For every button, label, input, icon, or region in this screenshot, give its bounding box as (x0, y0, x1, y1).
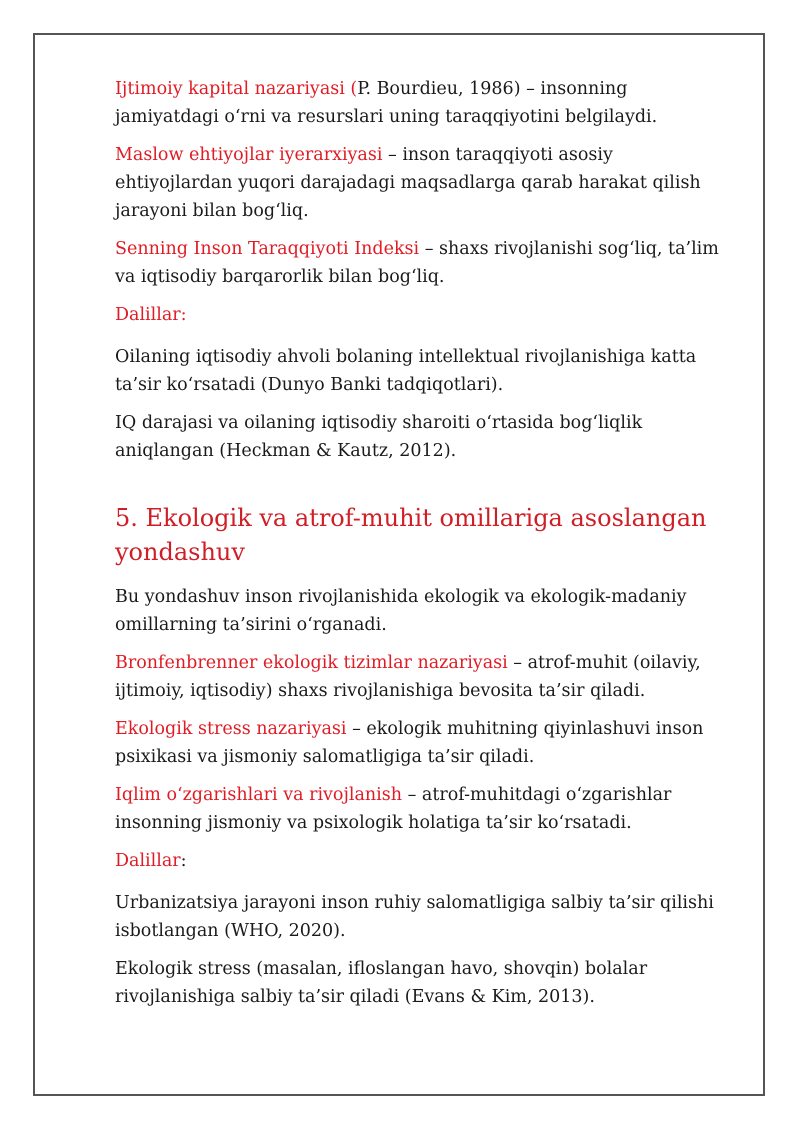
theory-paragraph-hdi (115, 235, 735, 291)
theory-paragraph-climate (115, 781, 735, 837)
evidence-item: Urbanizatsiya jarayoni inson ruhiy salomatligiga salbiy ta’sir qilishi isbotlangan (WHO, 2020). (115, 893, 714, 941)
theory-description: – inson taraqqiyoti asosiy ehtiyojlardan yuqori darajadagi maqsadlarga qarab harakat qilish jarayoni bilan bog‘liq. (115, 145, 701, 221)
theory-paragraph-social-capital (115, 75, 735, 131)
theory-term: Ijtimoiy kapital nazariyasi ( (115, 79, 358, 99)
theory-paragraph-maslow (115, 141, 735, 225)
theory-description: P. Bourdieu, 1986) – insonning jamiyatdagi o‘rni va resurslari uning taraqqiyotini belgilaydi. (115, 79, 658, 127)
evidence-item: IQ darajasi va oilaning iqtisodiy sharoiti o‘rtasida bog‘liqlik aniqlangan (Heckman & Kautz, 2012). (115, 413, 643, 461)
theory-term: Senning Inson Taraqqiyoti Indeksi (115, 239, 420, 259)
section-heading: 5. Ekologik va atrof-muhit omillariga asoslangan yondashuv (115, 504, 707, 566)
theory-description: – atrof-muhit (oilaviy, ijtimoiy, iqtisodiy) shaxs rivojlanishiga bevosita ta’sir qiladi. (115, 653, 701, 701)
evidence-item: Oilaning iqtisodiy ahvoli bolaning intellektual rivojlanishiga katta ta’sir ko‘rsatadi (Dunyo Banki tadqiqotlari). (115, 347, 697, 395)
evidence-label (115, 847, 735, 875)
theory-term: Ekologik stress nazariyasi (115, 719, 347, 739)
section-intro: Bu yondashuv inson rivojlanishida ekologik va ekologik-madaniy omillarning ta’sirini o‘rganadi. (115, 587, 687, 635)
theory-description: – atrof-muhitdagi o‘zgarishlar insonning jismoniy va psixologik holatiga ta’sir ko‘rsatadi. (115, 785, 672, 833)
evidence-label: Dalillar: (115, 305, 187, 325)
document-body (115, 75, 735, 1021)
theory-paragraph-bronfenbrenner (115, 649, 735, 705)
theory-description: – ekologik muhitning qiyinlashuvi inson psixikasi va jismoniy salomatligiga ta’sir qiladi. (115, 719, 704, 767)
evidence-label-term: Dalillar (115, 851, 181, 871)
theory-paragraph-eco-stress (115, 715, 735, 771)
theory-description: – shaxs rivojlanishi sog‘liq, ta’lim va iqtisodiy barqarorlik bilan bog‘liq. (115, 239, 719, 287)
theory-term: Maslow ehtiyojlar iyerarxiyasi (115, 145, 383, 165)
evidence-item: Ekologik stress (masalan, ifloslangan havo, shovqin) bolalar rivojlanishiga salbiy ta’sir qiladi (Evans & Kim, 2013). (115, 959, 648, 1007)
theory-term: Iqlim o‘zgarishlari va rivojlanish (115, 785, 403, 805)
evidence-label-colon: : (180, 851, 187, 871)
theory-term: Bronfenbrenner ekologik tizimlar nazariyasi (115, 653, 508, 673)
